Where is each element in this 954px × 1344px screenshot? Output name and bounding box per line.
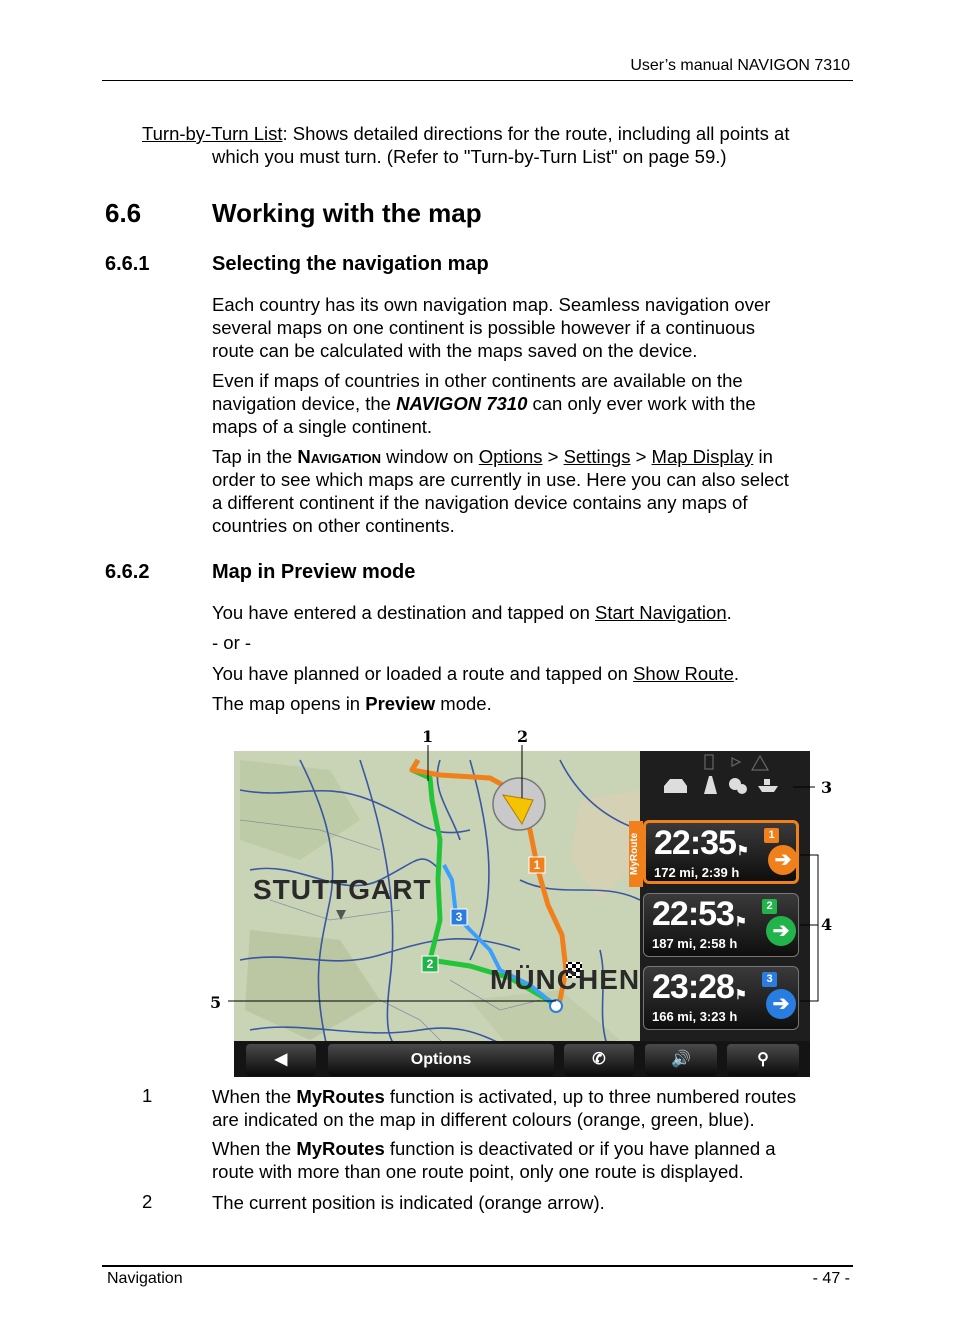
myroute-tab: MyRoute — [629, 821, 643, 887]
body-text: countries on other continents. — [212, 515, 455, 536]
arrival-time: 22:53 — [652, 895, 734, 933]
destination-point — [550, 1000, 562, 1012]
running-header: User’s manual NAVIGON 7310 — [630, 57, 850, 74]
back-button[interactable] — [246, 1044, 316, 1076]
list-item-text: are indicated on the map in different colours (orange, green, blue). — [212, 1109, 755, 1130]
finish-flag-icon: ⚑ — [735, 914, 747, 929]
footer-chapter: Navigation — [107, 1270, 183, 1287]
section-title: Working with the map — [212, 198, 482, 228]
map-city-label-muenchen: MÜNCHEN — [490, 964, 641, 995]
back-arrow-icon: ◀ — [274, 1051, 288, 1068]
route-number-badge: 1 — [764, 828, 779, 843]
toll-icon-2 — [737, 784, 747, 794]
route-number-badge: 3 — [762, 972, 777, 987]
intro-line-2: which you must turn. (Refer to "Turn-by-Turn List" on page 59.) — [212, 146, 727, 167]
settings-link[interactable]: Settings — [563, 446, 631, 467]
start-navigation-link[interactable]: Start Navigation — [595, 602, 727, 623]
body-text: route can be calculated with the maps saved on the device. — [212, 340, 698, 361]
go-arrow-icon[interactable]: ➔ — [766, 989, 796, 1019]
route-tile-2[interactable] — [643, 893, 799, 957]
ferry-cabin — [764, 779, 770, 785]
body-text: order to see which maps are currently in use. Here you can also select — [212, 469, 789, 490]
route-distance-duration: 172 mi, 2:39 h — [654, 865, 740, 880]
list-item-text: route with more than one route point, only one route is displayed. — [212, 1161, 744, 1182]
body-text: several maps on one continent is possible however if a continuous — [212, 317, 755, 338]
route-marker-3-label: 3 — [455, 910, 463, 924]
subsection-number: 6.6.2 — [105, 561, 150, 583]
body-text: You have planned or loaded a route and tapped on Show Route. — [212, 663, 740, 684]
product-name: NAVIGON 7310 — [396, 393, 528, 414]
callout-2: 2 — [517, 727, 529, 746]
go-arrow-icon[interactable]: ➔ — [768, 845, 798, 875]
volume-icon: 🔊 — [671, 1051, 691, 1068]
route-marker-1-label: 1 — [533, 858, 541, 872]
search-button[interactable] — [727, 1044, 799, 1076]
route-marker-2-label: 2 — [426, 957, 434, 971]
options-button[interactable]: Options — [328, 1044, 554, 1076]
route-distance-duration: 187 mi, 2:58 h — [652, 936, 738, 951]
list-item-text: When the MyRoutes function is activated, up to three numbered routes — [212, 1086, 797, 1107]
list-item-number: 2 — [142, 1191, 153, 1212]
body-text: Each country has its own navigation map. Seamless navigation over — [212, 294, 771, 315]
route-distance-duration: 166 mi, 3:23 h — [652, 1009, 738, 1024]
body-text: Even if maps of countries in other continents are available on the — [212, 370, 743, 391]
callout-1: 1 — [422, 727, 434, 746]
body-text: You have entered a destination and tapped on Start Navigation. — [212, 602, 732, 623]
search-icon: ⚲ — [757, 1051, 769, 1068]
subsection-number: 6.6.1 — [105, 253, 150, 275]
section-number: 6.6 — [105, 198, 142, 228]
map-city-label-stuttgart: STUTTGART — [253, 874, 432, 905]
map-display-link[interactable]: Map Display — [651, 446, 754, 467]
list-item-text: The current position is indicated (orange arrow). — [212, 1192, 605, 1213]
body-text: maps of a single continent. — [212, 416, 433, 437]
page-number: - 47 - — [812, 1270, 850, 1287]
window-name: Navigation — [297, 446, 382, 467]
callout-4: 4 — [821, 915, 833, 934]
route-tile-3[interactable] — [643, 966, 799, 1030]
body-text: a different continent if the navigation device contains any maps of — [212, 492, 748, 513]
footer-rule — [102, 1265, 853, 1267]
subsection-title: Map in Preview mode — [212, 561, 416, 583]
or-separator: - or - — [212, 632, 252, 653]
show-route-link[interactable]: Show Route — [633, 663, 734, 684]
list-item-text: When the MyRoutes function is deactivated or if you have planned a — [212, 1138, 776, 1159]
list-item-number: 1 — [142, 1085, 153, 1106]
volume-button[interactable] — [645, 1044, 717, 1076]
phone-button[interactable] — [564, 1044, 634, 1076]
go-arrow-icon[interactable]: ➔ — [766, 916, 796, 946]
route-number-badge: 2 — [762, 899, 777, 914]
callout-5: 5 — [210, 993, 222, 1012]
body-text: The map opens in Preview mode. — [212, 693, 492, 714]
subsection-title: Selecting the navigation map — [212, 253, 489, 275]
intro-line-1: Turn-by-Turn List: Shows detailed directions for the route, including all points at — [142, 123, 790, 144]
body-text: navigation device, the NAVIGON 7310 can only ever work with the — [212, 393, 756, 414]
callout-3: 3 — [821, 778, 833, 797]
arrival-time: 23:28 — [652, 968, 734, 1006]
phone-icon: ✆ — [592, 1051, 606, 1068]
finish-flag-icon: ⚑ — [735, 987, 747, 1002]
body-text: Tap in the Navigation window on Options > Settings > Map Display in — [212, 446, 773, 467]
finish-flag-icon: ⚑ — [737, 843, 749, 858]
options-link[interactable]: Options — [478, 446, 543, 467]
arrival-time: 22:35 — [654, 824, 736, 862]
turn-by-turn-link[interactable]: Turn-by-Turn List — [142, 123, 283, 144]
route-tile-1[interactable] — [643, 820, 799, 884]
